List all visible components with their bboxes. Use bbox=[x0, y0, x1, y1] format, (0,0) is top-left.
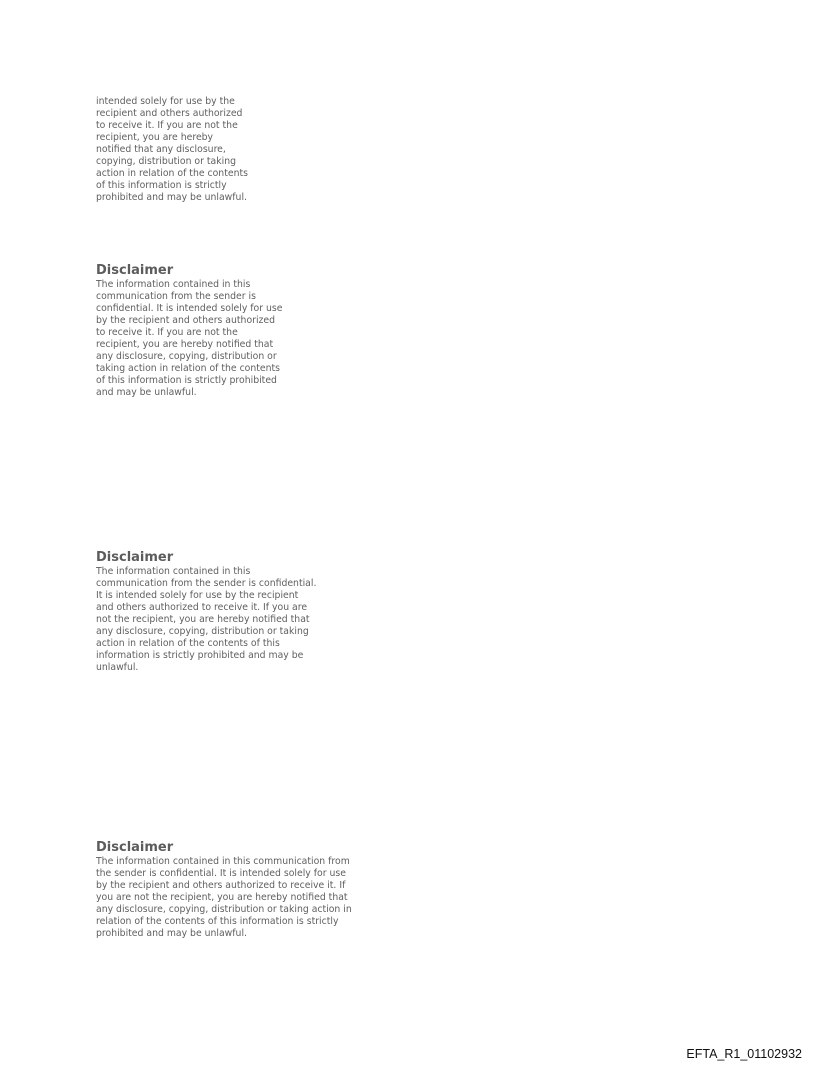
document-id: EFTA_R1_01102932 bbox=[686, 1047, 802, 1061]
text-line: recipient, you are hereby bbox=[96, 132, 214, 144]
text-line: confidential. It is intended solely for use bbox=[96, 303, 283, 315]
disclaimer-block bbox=[96, 841, 352, 940]
disclaimer-body bbox=[96, 96, 248, 204]
disclaimer-block bbox=[96, 264, 282, 399]
disclaimer-body bbox=[96, 566, 316, 674]
text-line: prohibited and may be unlawful. bbox=[96, 928, 247, 940]
text-line: copying, distribution or taking bbox=[96, 156, 236, 168]
text-line: by the recipient and others authorized bbox=[96, 315, 276, 327]
text-line: recipient, you are hereby notified that bbox=[96, 339, 274, 351]
text-line: of this information is strictly bbox=[96, 180, 227, 192]
disclaimer-body bbox=[96, 856, 352, 940]
text-line: of this information is strictly prohibited bbox=[96, 375, 277, 387]
text-line: any disclosure, copying, distribution or taking bbox=[96, 626, 309, 638]
disclaimer-heading: Disclaimer bbox=[96, 550, 174, 565]
text-line: to receive it. If you are not the bbox=[96, 327, 238, 339]
text-line: information is strictly prohibited and may be bbox=[96, 650, 304, 662]
disclaimer-body bbox=[96, 279, 282, 399]
text-line: the sender is confidential. It is intended solely for use bbox=[96, 868, 346, 880]
text-line: action in relation of the contents bbox=[96, 168, 248, 180]
text-line: prohibited and may be unlawful. bbox=[96, 192, 247, 204]
text-line: to receive it. If you are not the bbox=[96, 120, 238, 132]
text-line: notified that any disclosure, bbox=[96, 144, 226, 156]
disclaimer-heading: Disclaimer bbox=[96, 840, 174, 855]
text-line: recipient and others authorized bbox=[96, 108, 243, 120]
text-line: The information contained in this communication from bbox=[96, 856, 350, 867]
text-line: unlawful. bbox=[96, 662, 139, 674]
disclaimer-block bbox=[96, 551, 316, 674]
text-line: taking action in relation of the contents bbox=[96, 363, 281, 375]
text-line: by the recipient and others authorized to receive it. If bbox=[96, 880, 346, 892]
text-line: and others authorized to receive it. If you are bbox=[96, 602, 308, 614]
text-line: intended solely for use by the bbox=[96, 96, 235, 107]
text-line: not the recipient, you are hereby notified that bbox=[96, 614, 310, 626]
text-line: It is intended solely for use by the recipient bbox=[96, 590, 299, 602]
text-line: communication from the sender is bbox=[96, 291, 256, 303]
text-line: action in relation of the contents of this bbox=[96, 638, 280, 650]
text-line: communication from the sender is confidential. bbox=[96, 578, 317, 590]
disclaimer-fragment bbox=[96, 96, 248, 204]
text-line: The information contained in this bbox=[96, 279, 251, 290]
text-line: you are not the recipient, you are hereby notified that bbox=[96, 892, 348, 904]
text-line: relation of the contents of this information is strictly bbox=[96, 916, 339, 928]
disclaimer-heading: Disclaimer bbox=[96, 263, 174, 278]
text-line: The information contained in this bbox=[96, 566, 251, 577]
text-line: any disclosure, copying, distribution or bbox=[96, 351, 277, 363]
text-line: any disclosure, copying, distribution or taking action in bbox=[96, 904, 352, 916]
text-line: and may be unlawful. bbox=[96, 387, 197, 399]
